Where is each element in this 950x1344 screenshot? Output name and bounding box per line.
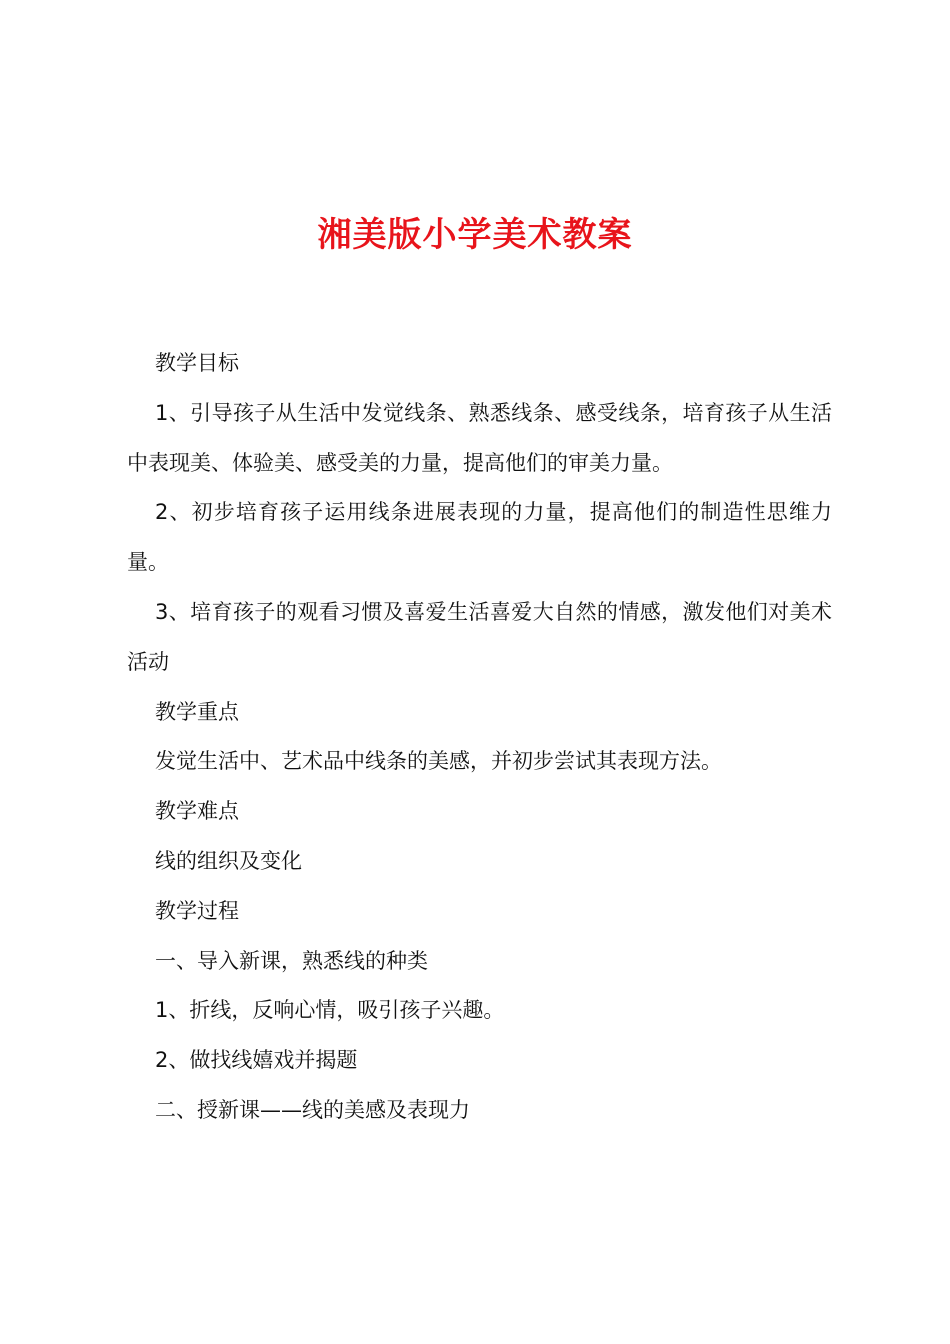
document-title: 湘美版小学美术教案 xyxy=(317,215,633,255)
document-body xyxy=(127,339,832,1136)
process-step-1: 1、折线，反响心情，吸引孩子兴趣。 xyxy=(155,998,505,1023)
process-section-1: 一、导入新课，熟悉线的种类 xyxy=(155,948,428,973)
heading-teaching-process: 教学过程 xyxy=(155,898,239,923)
goal-item-2: 2、初步培育孩子运用线条进展表现的力量，提高他们的制造性思维力量。 xyxy=(127,500,832,575)
teaching-focus-text: 发觉生活中、艺术品中线条的美感，并初步尝试其表现方法。 xyxy=(155,749,722,774)
process-step-2: 2、做找线嬉戏并揭题 xyxy=(155,1048,358,1073)
teaching-difficulty-text: 线的组织及变化 xyxy=(155,848,302,873)
heading-teaching-focus: 教学重点 xyxy=(155,699,239,724)
heading-teaching-goals: 教学目标 xyxy=(155,351,239,375)
heading-teaching-difficulty: 教学难点 xyxy=(155,799,239,824)
process-section-2: 二、授新课——线的美感及表现力 xyxy=(155,1097,470,1122)
goal-item-1: 1、引导孩子从生活中发觉线条、熟悉线条、感受线条，培育孩子从生活中表现美、体验美、感受美的力量，提高他们的审美力量。 xyxy=(127,400,832,475)
goal-item-3: 3、培育孩子的观看习惯及喜爱生活喜爱大自然的情感，激发他们对美术活动 xyxy=(127,599,832,674)
